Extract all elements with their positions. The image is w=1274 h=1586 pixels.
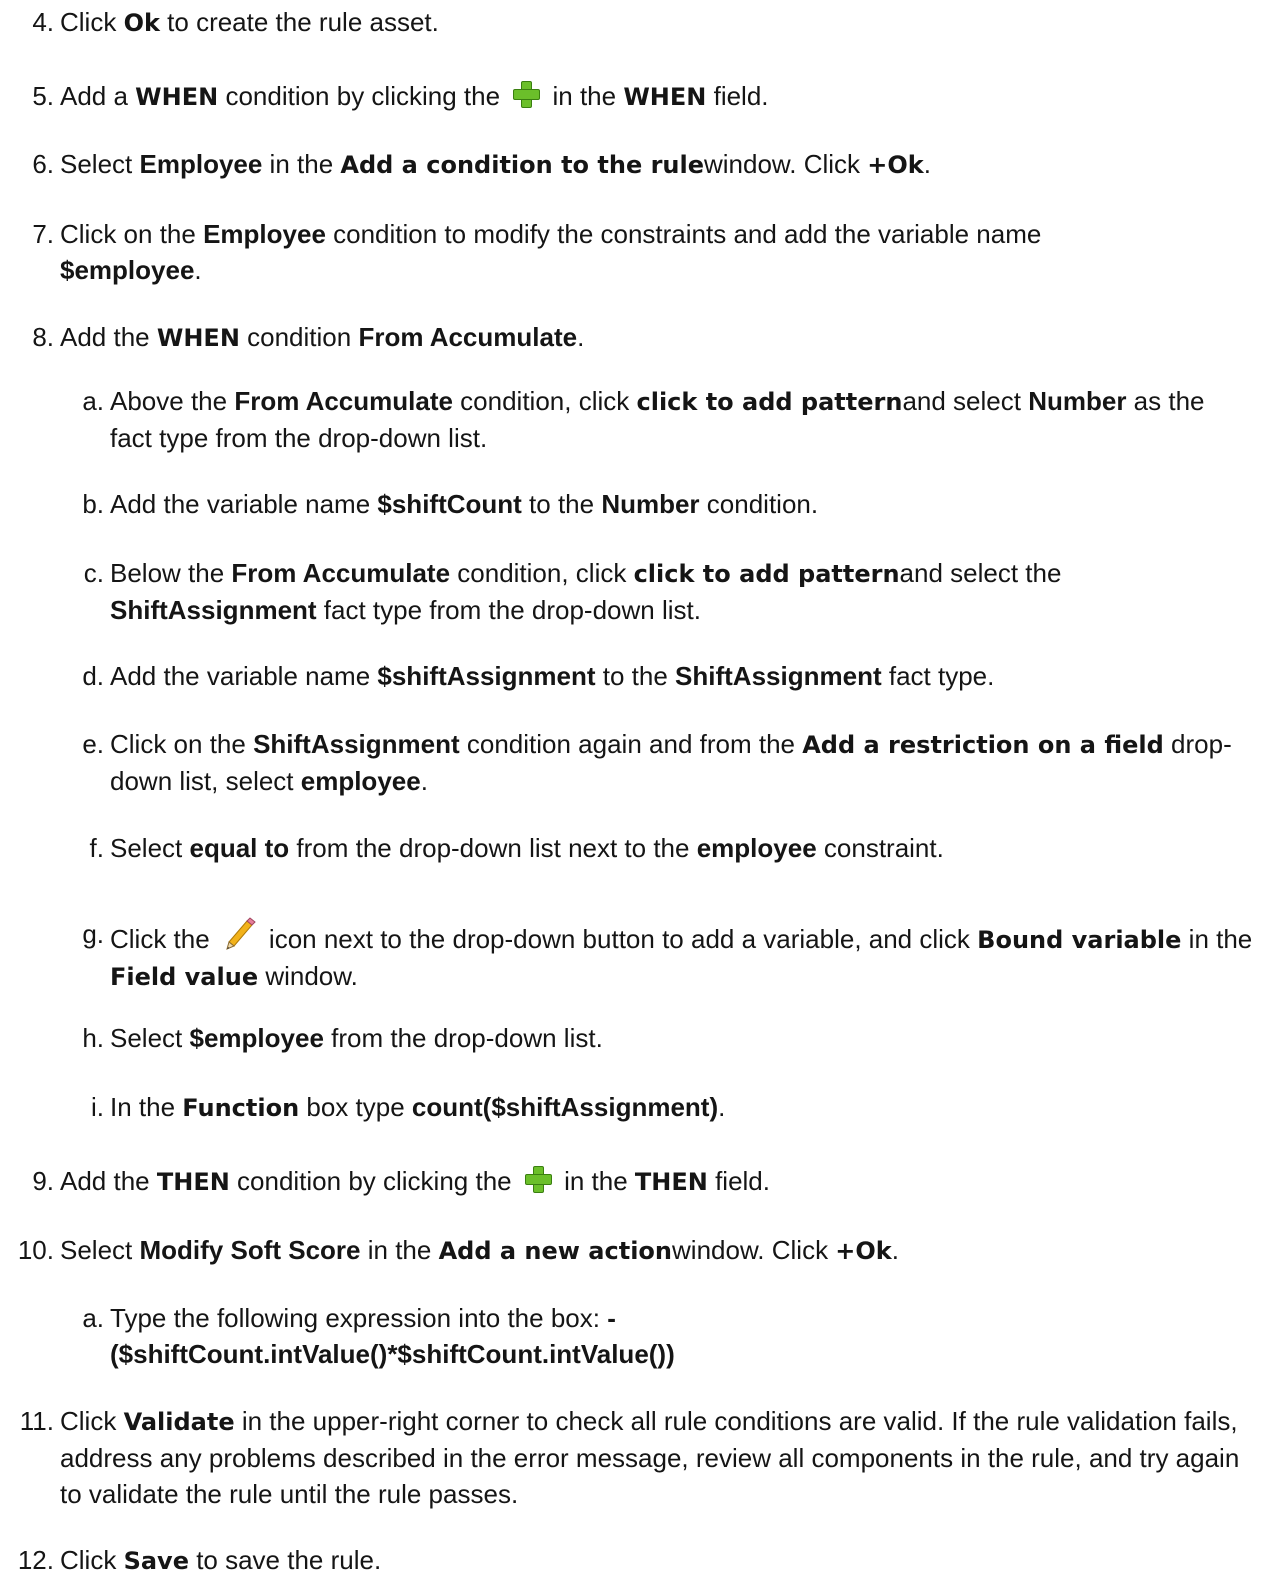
text: Add the variable name	[110, 489, 378, 519]
text: .	[577, 322, 585, 352]
substep-letter: h.	[82, 1023, 104, 1053]
step-number: 10.	[17, 1235, 54, 1265]
text: Select	[110, 1023, 190, 1053]
add-plus-icon	[523, 1164, 553, 1194]
text: condition to modify the constraints and add the variable name	[325, 219, 1042, 249]
text: field.	[707, 1166, 770, 1196]
condition-name: From Accumulate	[231, 558, 451, 588]
step-9	[32, 1163, 1260, 1200]
dropdown-name: Add a restriction on a field	[802, 731, 1164, 759]
step-8d	[82, 658, 1260, 694]
text: Select	[110, 833, 190, 863]
step-number: 6.	[32, 149, 54, 179]
variable-name: $employee	[189, 1023, 324, 1053]
pencil-icon	[223, 916, 257, 950]
text: window.	[258, 961, 358, 991]
score-expression: -($shiftCount.intValue()*$shiftCount.intValue())	[110, 1303, 675, 1369]
condition-name: From Accumulate	[358, 322, 578, 352]
step-4	[32, 4, 1260, 41]
step-number: 8.	[32, 322, 54, 352]
substep-letter: c.	[83, 558, 104, 588]
substep-letter: i.	[91, 1092, 104, 1122]
function-expression: count($shiftAssignment)	[411, 1092, 719, 1122]
text: in the	[545, 81, 624, 111]
text: in the	[262, 149, 341, 179]
text: in the	[360, 1235, 439, 1265]
text: Select	[60, 149, 140, 179]
step-number: 9.	[32, 1166, 54, 1196]
substep-letter: e.	[82, 729, 104, 759]
text: .	[718, 1092, 726, 1122]
fact-type: Number	[601, 489, 700, 519]
step-8h	[82, 1020, 1260, 1056]
step-10a	[82, 1300, 675, 1372]
step-11	[19, 1403, 1260, 1512]
variable-name: $shiftAssignment	[377, 661, 596, 691]
when-label: WHEN	[156, 324, 240, 352]
step-8g	[82, 916, 1260, 995]
text: field.	[706, 81, 769, 111]
text: condition by clicking the	[218, 81, 508, 111]
text: from the drop-down list.	[323, 1023, 603, 1053]
condition-name: From Accumulate	[234, 386, 453, 416]
step-number: 4.	[32, 7, 54, 37]
substep-letter: d.	[82, 661, 104, 691]
field-name: employee	[696, 833, 817, 863]
text: Click on the	[60, 219, 204, 249]
text: window. Click	[704, 149, 868, 179]
fact-type: ShiftAssignment	[253, 729, 460, 759]
text: Click the	[110, 924, 217, 954]
step-8b	[82, 486, 1260, 522]
add-plus-icon	[511, 79, 541, 109]
text: condition by clicking the	[229, 1166, 519, 1196]
text: Click on the	[110, 729, 254, 759]
when-label: WHEN	[623, 83, 707, 111]
step-8e	[82, 726, 1260, 799]
operator-name: equal to	[189, 833, 290, 863]
step-number: 12.	[17, 1545, 54, 1575]
step-5	[32, 78, 1260, 115]
text: Select	[60, 1235, 140, 1265]
option-name: Bound variable	[977, 926, 1182, 954]
link-label: click to add pattern	[633, 560, 900, 588]
substep-letter: f.	[89, 833, 104, 863]
text: Add a	[60, 81, 136, 111]
link-label: click to add pattern	[636, 388, 903, 416]
window-name: Add a condition to the rule	[340, 151, 704, 179]
variable-name: $employee	[60, 255, 195, 285]
text: Type the following expression into the box:	[110, 1303, 608, 1333]
step-8	[32, 319, 1260, 356]
text: to create the rule asset.	[159, 7, 439, 37]
box-name: Function	[182, 1094, 300, 1122]
text: condition, click	[452, 386, 637, 416]
text: Click	[60, 1545, 124, 1575]
ok-label: +Ok	[867, 151, 924, 179]
text: to the	[521, 489, 602, 519]
step-number: 7.	[32, 219, 54, 249]
text: constraint.	[816, 833, 944, 863]
then-label: THEN	[156, 1168, 230, 1196]
step-7	[32, 216, 1120, 288]
step-8f	[89, 830, 1260, 866]
fact-type: Number	[1028, 386, 1127, 416]
action-name: Modify Soft Score	[139, 1235, 361, 1265]
substep-letter: g.	[82, 919, 104, 949]
text: to save the rule.	[188, 1545, 382, 1575]
employee-term: Employee	[139, 149, 263, 179]
text: In the	[110, 1092, 183, 1122]
step-number: 11.	[19, 1406, 54, 1436]
ok-label: Ok	[123, 9, 160, 37]
text: .	[891, 1235, 900, 1265]
step-12	[17, 1542, 1260, 1579]
fact-type: ShiftAssignment	[110, 595, 317, 625]
variable-name: $shiftCount	[377, 489, 522, 519]
text: icon next to the drop-down button to add a variable, and click	[268, 924, 978, 954]
text: Above the	[110, 386, 235, 416]
window-name: Add a new action	[438, 1237, 673, 1265]
validate-label: Validate	[123, 1408, 235, 1436]
employee-term: Employee	[203, 219, 326, 249]
text: condition, click	[450, 558, 634, 588]
field-name: employee	[300, 766, 421, 796]
then-label: THEN	[634, 1168, 708, 1196]
text: Add the	[60, 322, 157, 352]
when-label: WHEN	[135, 83, 219, 111]
step-8a	[82, 383, 1220, 456]
text: in the	[556, 1166, 635, 1196]
window-name: Field value	[110, 963, 259, 991]
save-label: Save	[123, 1547, 189, 1575]
text: Click	[60, 1406, 124, 1436]
text: window. Click	[672, 1235, 836, 1265]
text: condition again and from the	[459, 729, 803, 759]
ok-label: +Ok	[835, 1237, 892, 1265]
substep-letter: a.	[82, 386, 104, 416]
step-10	[17, 1232, 1260, 1269]
text: and select	[902, 386, 1029, 416]
text: from the drop-down list next to the	[289, 833, 697, 863]
text: condition.	[699, 489, 819, 519]
substep-letter: b.	[82, 489, 104, 519]
fact-type: ShiftAssignment	[675, 661, 882, 691]
text: .	[420, 766, 428, 796]
text: and select the	[899, 558, 1062, 588]
text: as the fact type from the drop-down list.	[110, 386, 1205, 453]
text: .	[194, 255, 202, 285]
substep-letter: a.	[82, 1303, 104, 1333]
text: in the	[1181, 924, 1253, 954]
text: condition	[239, 322, 359, 352]
text: box type	[299, 1092, 412, 1122]
step-8c	[83, 555, 1110, 628]
text: Add the variable name	[110, 661, 378, 691]
step-8i	[91, 1089, 1260, 1126]
text: in the upper-right corner to check all rule conditions are valid. If the rule validation fails, address any problems described in the error message, review all components in the rule, and try again to validate the rule until the rule passes.	[60, 1406, 1240, 1509]
text: Add the	[60, 1166, 157, 1196]
step-number: 5.	[32, 81, 54, 111]
text: drop-down list, select	[110, 729, 1232, 796]
text: Click	[60, 7, 124, 37]
step-6	[32, 146, 1260, 183]
text: Below the	[110, 558, 232, 588]
text: .	[923, 149, 931, 179]
text: to the	[595, 661, 676, 691]
text: fact type from the drop-down list.	[316, 595, 701, 625]
text: fact type.	[881, 661, 995, 691]
